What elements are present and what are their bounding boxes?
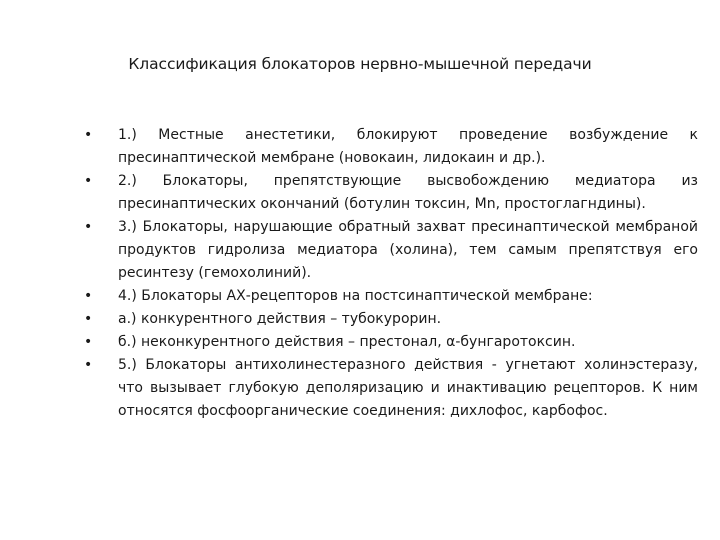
list-item: • 4.) Блокаторы АХ-рецепторов на постсинаптической мембране: (112, 285, 698, 308)
list-item: • б.) неконкурентного действия – престонал, α-бунгаротоксин. (112, 331, 698, 354)
list-item: • 3.) Блокаторы, нарушающие обратный захват пресинаптической мембраной продуктов гидролиза медиатора (холина), тем самым препятствуя его ресинтезу (гемохолиний). (112, 216, 698, 285)
slide-title: Классификация блокаторов нервно-мышечной передачи (128, 55, 592, 73)
list-item: • 5.) Блокаторы антихолинестеразного действия - угнетают холинэстеразу, что вызывает глубокую деполяризацию и инактивацию рецепторов. К ним относятся фосфоорганические соединения: дихлофос, карбофос. (112, 354, 698, 423)
list-item: • а.) конкурентного действия – тубокурорин. (112, 308, 698, 331)
list-item: • 2.) Блокаторы, препятствующие высвобождению медиатора из пресинаптических окончаний (ботулин токсин, Mn, простоглагндины). (112, 170, 698, 216)
bullet-list (112, 124, 698, 423)
list-item: • 1.) Местные анестетики, блокируют проведение возбуждение к пресинаптической мембране (новокаин, лидокаин и др.). (112, 124, 698, 170)
